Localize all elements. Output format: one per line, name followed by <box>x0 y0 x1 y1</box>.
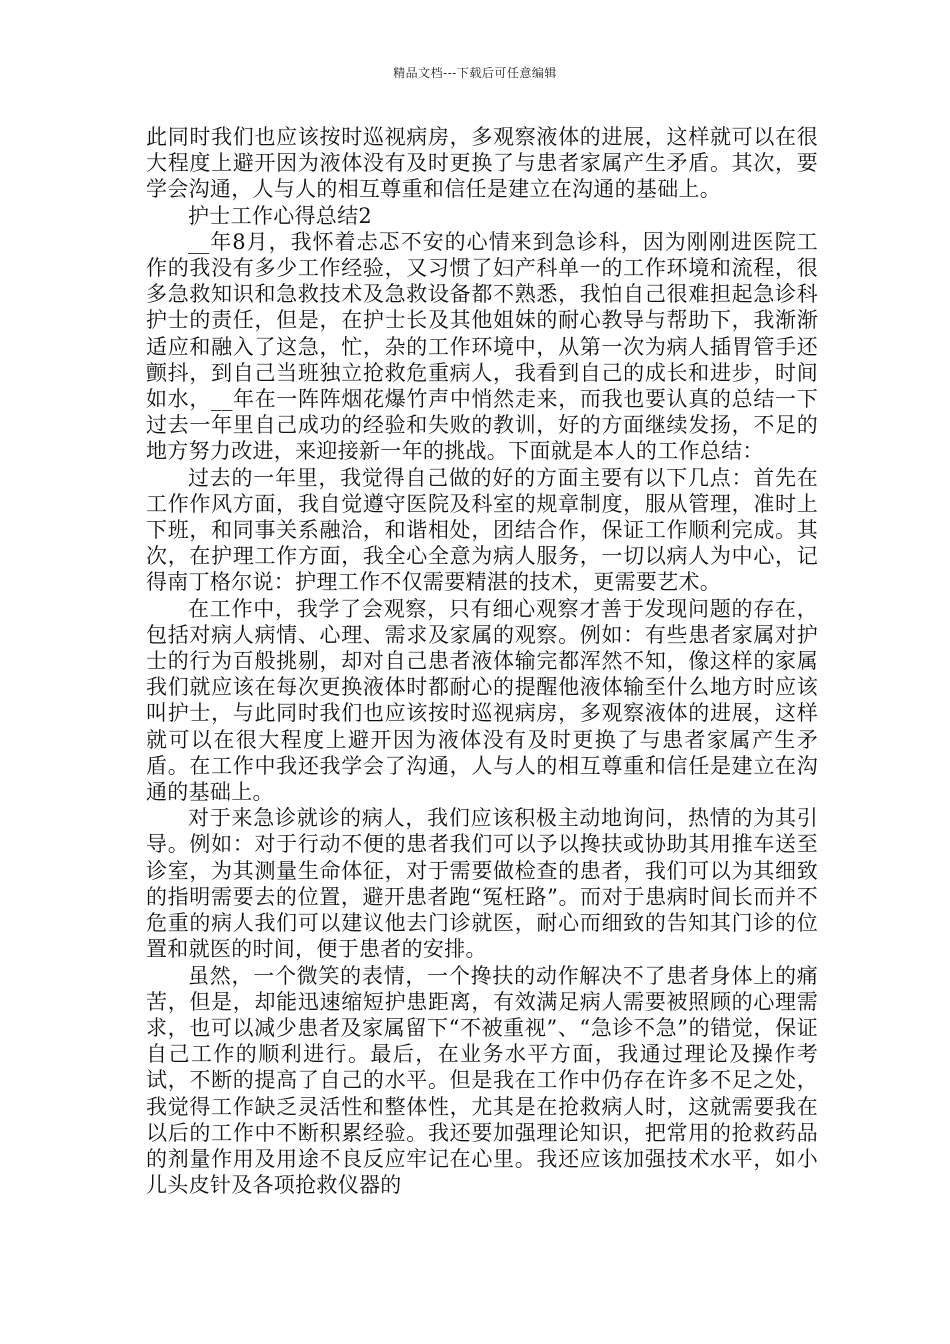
section-heading: 护士工作心得总结2 <box>188 203 373 228</box>
paragraph-1: 此同时我们也应该按时巡视病房，多观察液体的进展，这样就可以在很大程度上避开因为液体没有及时更换了与患者家属产生矛盾。其次，要学会沟通，人与人的相互尊重和信任是建立在沟通的基础上。 <box>146 125 818 202</box>
paragraph-4: 在工作中，我学了会观察，只有细心观察才善于发现问题的存在，包括对病人病情、心理、需求及家属的观察。例如：有些患者家属对护士的行为百般挑剔，却对自己患者液体输完都浑然不知，像这样的家属我们就应该在每次更换液体时都耐心的提醒他液体输至什么地方时应该叫护士，与此同时我们也应该按时巡视病房，多观察液体的进展，这样就可以在很大程度上避开因为液体没有及时更换了与患者家属产生矛盾。在工作中我还我学会了沟通，人与人的相互尊重和信任是建立在沟通的基础上。 <box>146 596 818 805</box>
paragraph-2: __年8月，我怀着忐忑不安的心情来到急诊科，因为刚刚进医院工作的我没有多少工作经验，又习惯了妇产科单一的工作环境和流程，很多急救知识和急救技术及急救设备都不熟悉，我怕自己很难担起急诊科护士的责任，但是，在护士长及其他姐妹的耐心教导与帮助下，我渐渐适应和融入了这急，忙，杂的工作环境中，从第一次为病人插胃管手还颤抖，到自己当班独立抢救危重病人，我看到自己的成长和进步，时间如水，__年在一阵阵烟花爆竹声中悄然走来，而我也要认真的总结一下过去一年里自己成功的经验和失败的教训，好的方面继续发扬，不足的地方努力改进，来迎接新一年的挑战。下面就是本人的工作总结： <box>146 229 818 464</box>
paragraph-5: 对于来急诊就诊的病人，我们应该积极主动地询问，热情的为其引导。例如：对于行动不便的患者我们可以予以搀扶或协助其用推车送至诊室，为其测量生命体征，对于需要做检查的患者，我们可以为其细致的指明需要去的位置，避开患者跑“冤枉路”。而对于患病时间长而并不危重的病人我们可以建议他去门诊就医，耐心而细致的告知其门诊的位置和就医的时间，便于患者的安排。 <box>146 806 818 962</box>
paragraph-6: 虽然，一个微笑的表情，一个搀扶的动作解决不了患者身体上的痛苦，但是，却能迅速缩短护患距离，有效满足病人需要被照顾的心理需求，也可以减少患者及家属留下“不被重视”、“急诊不急”的错觉，保证自己工作的顺利进行。最后，在业务水平方面，我通过理论及操作考试，不断的提高了自己的水平。但是我在工作中仍存在许多不足之处，我觉得工作缺乏灵活性和整体性，尤其是在抢救病人时，这就需要我在以后的工作中不断积累经验。我还要加强理论知识，把常用的抢救药品的剂量作用及用途不良反应牢记在心里。我还应该加强技术水平，如小儿头皮针及各项抢救仪器的 <box>146 963 818 1198</box>
paragraph-3: 过去的一年里，我觉得自己做的好的方面主要有以下几点：首先在工作作风方面，我自觉遵守医院及科室的规章制度，服从管理，准时上下班，和同事关系融洽，和谐相处，团结合作，保证工作顺利完成。其次，在护理工作方面，我全心全意为病人服务，一切以病人为中心，记得南丁格尔说：护理工作不仅需要精湛的技术，更需要艺术。 <box>146 465 818 595</box>
document-body <box>146 124 818 1198</box>
page-header: 精品文档---下载后可任意编辑 <box>393 66 557 80</box>
